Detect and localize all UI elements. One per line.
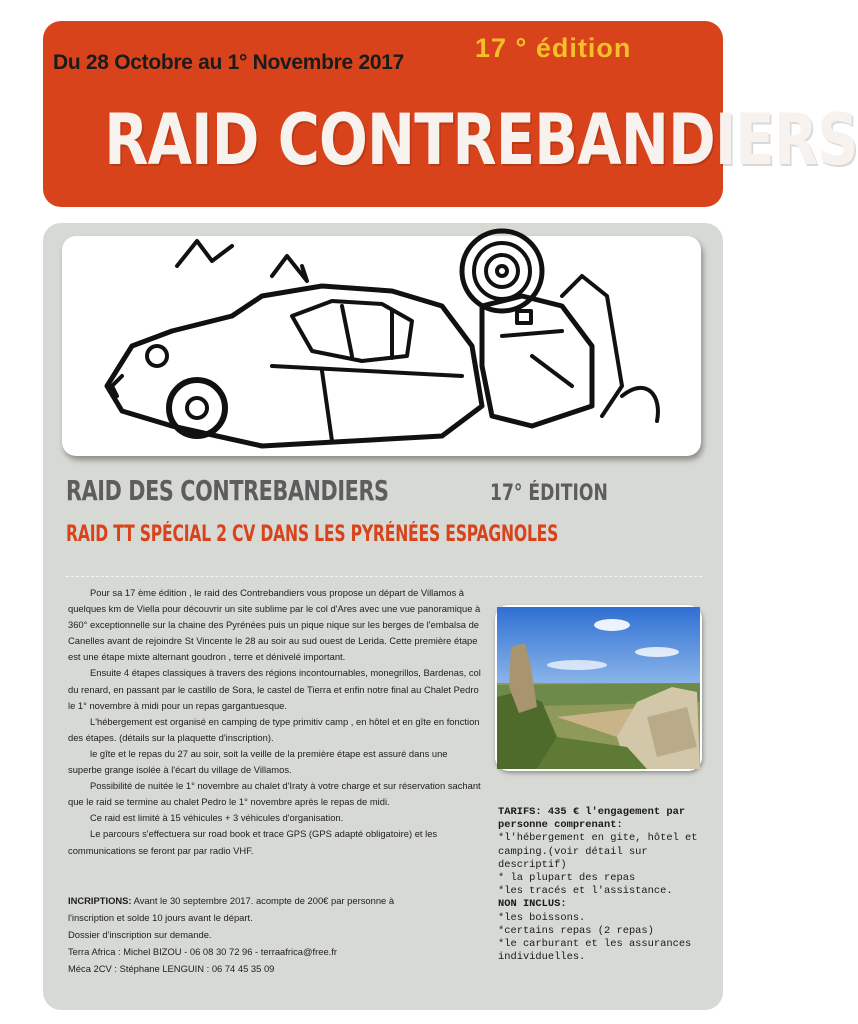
inscriptions-line: Dossier d'inscription sur demande. [68,929,212,941]
paragraph: Pour sa 17 ème édition , le raid des Contrebandiers vous propose un départ de Villamos à quelques km de Viella pour découvrir un site sublime par le col d'Ares avec une vue panoramique à 360° exceptionnelle sur la chaine des Pyrénées puis un pique nique sur les berges de l'embalsa de Canelles avant de rejoindre St Vincente le 28 au soir au sud ouest de Lerida. Cette première étape est une étape mixte alternant goudron , terre et dénivelé important. [68,587,481,663]
inscriptions-label: INCRIPTIONS: [68,895,132,906]
not-included-heading: NON INCLUS: [498,898,567,911]
landscape-photo [495,605,702,771]
paragraph: Le parcours s'effectuera sur road book et trace GPS (GPS adapté obligatoire) et les communications se feront par par radio VHF. [68,828,438,856]
excluded-item: *certains repas (2 repas) [498,924,654,937]
excluded-item: *les boissons. [498,911,586,924]
included-item: * la plupart des repas [498,872,636,885]
paragraph: Ce raid est limité à 15 véhicules + 3 véhicules d'organisation. [90,812,344,824]
section-edition: 17° ÉDITION [490,481,608,506]
pricing-block [498,806,710,964]
description-text [68,585,483,859]
inscriptions-line: Avant le 30 septembre 2017. acompte de 200€ par personne à [131,895,395,906]
pricing-heading: TARIFS: 435 € l'engagement par personne comprenant: [498,806,686,832]
landscape-photo-icon [497,607,700,769]
paragraph: L'hébergement est organisé en camping de type primitiv camp , en hôtel et en gîte en fonction des étapes. (détails sur la plaquette d'inscription). [68,715,480,743]
paragraph: le gîte et le repas du 27 au soir, soit la veille de la première étape est assuré dans une superbe grange isolée à l'écart du village de Villamos. [68,747,448,776]
car-drawing-icon [62,236,701,456]
header-banner [43,21,858,207]
edition-label: 17 ° édition [475,33,632,63]
contact-line: Méca 2CV : Stéphane LENGUIN : 06 74 45 35 09 [68,963,275,975]
main-title: RAID CONTREBANDIERS [104,99,858,181]
inscriptions-line: l'inscription et solde 10 jours avant le départ. [68,912,253,924]
excluded-item: *le carburant et les assurances individuelles. [498,938,692,964]
event-dates: Du 28 Octobre au 1° Novembre 2017 [53,51,404,74]
divider [66,576,702,577]
paragraph: Possibilité de nuitée le 1° novembre au chalet d'Iraty à votre charge et sur réservation sachant que le raid se termine au chalet Pedro le 1° novembre après le repas de midi. [68,780,481,808]
inscriptions-block [68,892,483,977]
included-item: *les tracés et l'assistance. [498,885,673,898]
car-illustration [62,236,701,456]
contact-line: Terra Africa : Michel BIZOU - 06 08 30 72 96 - terraafrica@free.fr [68,946,337,958]
section-tagline: RAID TT SPÉCIAL 2 CV DANS LES PYRÉNÉES ESPAGNOLES [66,522,559,547]
paragraph: Ensuite 4 étapes classiques à travers des régions incontournables, monegrillos, Bardenas, col du renard, en passant par le castillo de Sora, le castel de Tierra et enfin notre final au Chalet Pedro le 1° novembre à midi pour un repas gargantuesque. [68,667,481,711]
included-item: *l'hébergement en gite, hôtel et camping.(voir détail sur descriptif) [498,832,698,871]
section-title: RAID DES CONTREBANDIERS [66,474,389,507]
